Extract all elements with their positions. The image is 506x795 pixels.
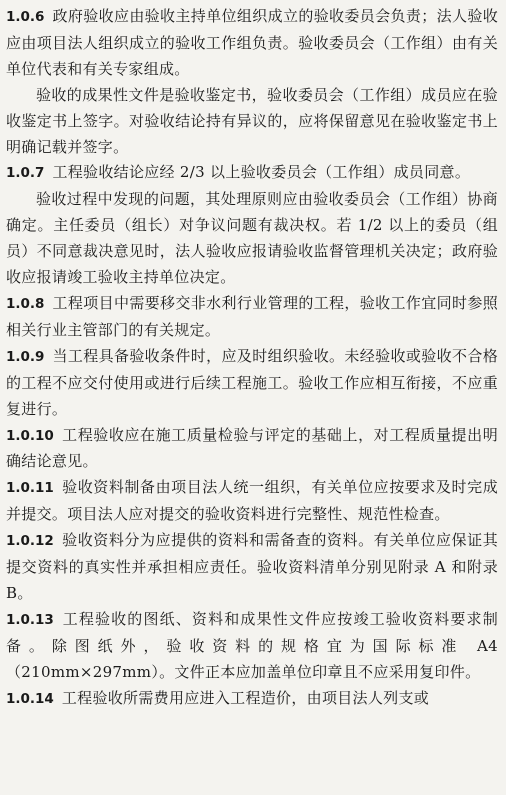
clause-1-0-12 — [6, 528, 498, 607]
clause-1-0-14 — [6, 686, 498, 713]
clause-number: 1.0.9 — [6, 348, 45, 365]
clause-text: 验收过程中发现的问题，其处理原则应由验收委员会（工作组）协商确定。主任委员（组长）对争议问题有裁决权。若 1/2 以上的委员（组员）不同意裁决意见时，法人验收应报请验收监督管理机关决定；政府验收应报请竣工验收主持单位决定。 — [6, 190, 498, 287]
clause-text: 政府验收应由验收主持单位组织成立的验收委员会负责；法人验收应由项目法人组织成立的验收工作组负责。验收委员会（工作组）由有关单位代表和有关专家组成。 — [6, 7, 498, 78]
clause-text: 工程验收所需费用应进入工程造价，由项目法人列支或 — [61, 688, 430, 707]
clause-1-0-8 — [6, 291, 498, 344]
clause-1-0-6 — [6, 4, 498, 83]
clause-1-0-11 — [6, 475, 498, 528]
clause-text: 验收的成果性文件是验收鉴定书，验收委员会（工作组）成员应在验收鉴定书上签字。对验收结论持有异议的，应将保留意见在验收鉴定书上明确记载并签字。 — [6, 85, 498, 156]
clause-text: 工程验收的图纸、资料和成果性文件应按竣工验收资料要求制备。除图纸外，验收资料的规格宜为国际标准 A4（210mm×297mm）。文件正本应加盖单位印章且不应采用复印件。 — [6, 609, 498, 681]
clause-1-0-10 — [6, 423, 498, 476]
clause-text: 工程项目中需要移交非水利行业管理的工程，验收工作宜同时参照相关行业主管部门的有关规定。 — [6, 293, 498, 339]
clause-number: 1.0.11 — [6, 480, 54, 497]
clause-1-0-7-continuation — [6, 187, 498, 291]
clause-number: 1.0.14 — [6, 690, 54, 707]
clause-number: 1.0.12 — [6, 533, 54, 550]
clause-number: 1.0.13 — [6, 611, 54, 628]
clause-number: 1.0.7 — [6, 165, 45, 182]
clause-1-0-6-continuation — [6, 83, 498, 161]
clause-1-0-13 — [6, 607, 498, 686]
clause-text: 当工程具备验收条件时，应及时组织验收。未经验收或验收不合格的工程不应交付使用或进行后续工程施工。验收工作应相互衔接，不应重复进行。 — [6, 346, 498, 418]
clause-1-0-7 — [6, 160, 498, 187]
clause-text: 验收资料分为应提供的资料和需备查的资料。有关单位应保证其提交资料的真实性并承担相应责任。验收资料清单分别见附录 A 和附录 B。 — [6, 531, 498, 602]
clause-number: 1.0.6 — [6, 9, 45, 25]
clause-text: 工程验收结论应经 2/3 以上验收委员会（工作组）成员同意。 — [52, 163, 471, 182]
clause-number: 1.0.8 — [6, 295, 45, 312]
clause-number: 1.0.10 — [6, 427, 54, 444]
clause-text: 验收资料制备由项目法人统一组织，有关单位应按要求及时完成并提交。项目法人应对提交的验收资料进行完整性、规范性检查。 — [6, 478, 498, 524]
clause-1-0-9 — [6, 344, 498, 423]
clause-text: 工程验收应在施工质量检验与评定的基础上，对工程质量提出明确结论意见。 — [6, 425, 498, 471]
